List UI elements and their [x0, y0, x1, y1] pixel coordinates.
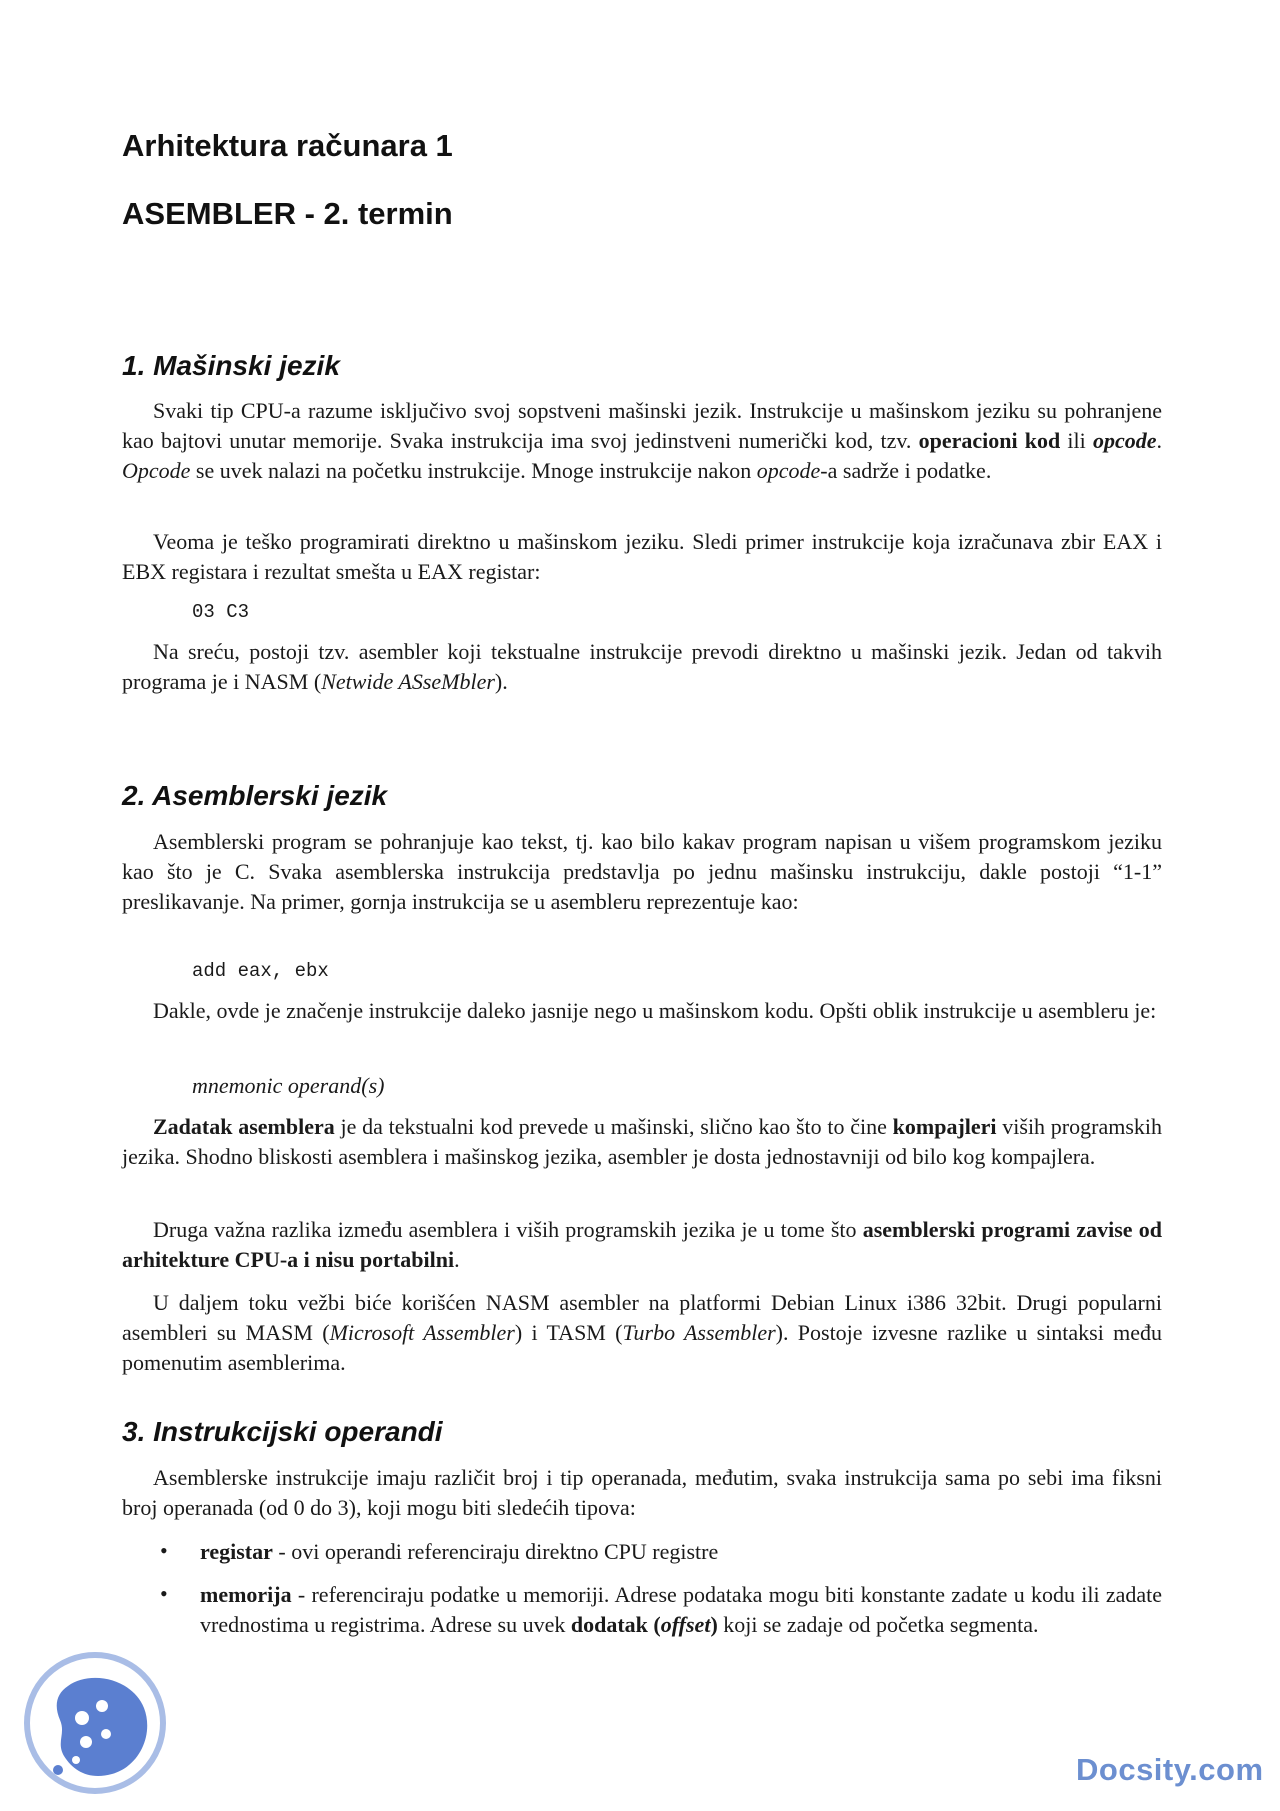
mnemonic-syntax: mnemonic operand(s)	[192, 1073, 385, 1098]
section-1-heading: 1. Mašinski jezik	[122, 350, 340, 381]
docsity-brand[interactable]: Docsity.com	[1076, 1752, 1264, 1787]
section-2-paragraph-1: Asemblerski program se pohranjuje kao tekst, tj. kao bilo kakav program napisan u višem programskom jeziku kao što je C. Svaka asemblerska instrukcija predstavlja po jednu mašinsku instrukciju, dakle postoji “1-1” preslikavanje. Na primer, gornja instrukcija se u asembleru reprezentuje kao:	[122, 829, 1162, 914]
section-1-paragraph-1: Svaki tip CPU-a razume isključivo svoj sopstveni mašinski jezik. Instrukcije u mašinskom jeziku su pohranjene kao bajtovi unutar memorije. Svaka instrukcija ima svoj jedinstveni numerički kod, tzv. operacioni kod ili opcode. Opcode se uvek nalazi na početku instrukcije. Mnoge instrukcije nakon opcode-a sadrže i podatke.	[122, 398, 1162, 483]
docsity-logo-icon	[20, 1648, 170, 1798]
section-2-paragraph-4: Druga važna razlika između asemblera i viših programskih jezika je u tome što asemblerski programi zavise od arhitekture CPU-a i nisu portabilni.	[122, 1217, 1162, 1272]
document-title: Arhitektura računara 1	[122, 128, 453, 163]
section-2-paragraph-2: Dakle, ovde je značenje instrukcije daleko jasnije nego u mašinskom kodu. Opšti oblik instrukcije u asembleru je:	[153, 998, 1157, 1023]
bullet-item-registar: registar - ovi operandi referenciraju direktno CPU registre	[200, 1539, 719, 1564]
bullet-marker: •	[160, 1581, 168, 1606]
section-2-paragraph-3: Zadatak asemblera je da tekstualni kod prevede u mašinski, slično kao što to čine kompajleri viših programskih jezika. Shodno bliskosti asemblera i mašinskog jezika, asembler je dosta jednostavniji od bilo kog kompajlera.	[122, 1114, 1162, 1169]
section-2-heading: 2. Asemblerski jezik	[122, 780, 388, 811]
bullet-marker: •	[160, 1538, 168, 1563]
section-1-paragraph-3: Na sreću, postoji tzv. asembler koji tekstualne instrukcije prevodi direktno u mašinski jezik. Jedan od takvih programa je i NASM (Netwide ASseMbler).	[122, 639, 1162, 694]
section-3-paragraph-1: Asemblerske instrukcije imaju različit broj i tip operanada, međutim, svaka instrukcija sama po sebi ima fiksni broj operanada (od 0 do 3), koji mogu biti sledećih tipova:	[122, 1465, 1162, 1520]
section-3-heading: 3. Instrukcijski operandi	[122, 1416, 443, 1447]
bullet-item-memorija: memorija - referenciraju podatke u memoriji. Adrese podataka mogu biti konstante zadate u kodu ili zadate vrednostima u registrima. Adrese su uvek dodatak (offset) koji se zadaje od početka segmenta.	[200, 1582, 1162, 1637]
section-2-paragraph-5: U daljem toku vežbi biće korišćen NASM asembler na platformi Debian Linux i386 32bit. Drugi popularni asembleri su MASM (Microsoft Assembler) i TASM (Turbo Assembler). Postoje izvesne razlike u sintaksi među pomenutim asemblerima.	[122, 1290, 1162, 1375]
code-example-opcode: 03 C3	[192, 601, 250, 623]
section-1-paragraph-2: Veoma je teško programirati direktno u mašinskom jeziku. Sledi primer instrukcije koja izračunava zbir EAX i EBX registara i rezultat smešta u EAX registar:	[122, 529, 1162, 584]
code-example-add: add eax, ebx	[192, 960, 329, 982]
document-subtitle: ASEMBLER - 2. termin	[122, 196, 453, 231]
